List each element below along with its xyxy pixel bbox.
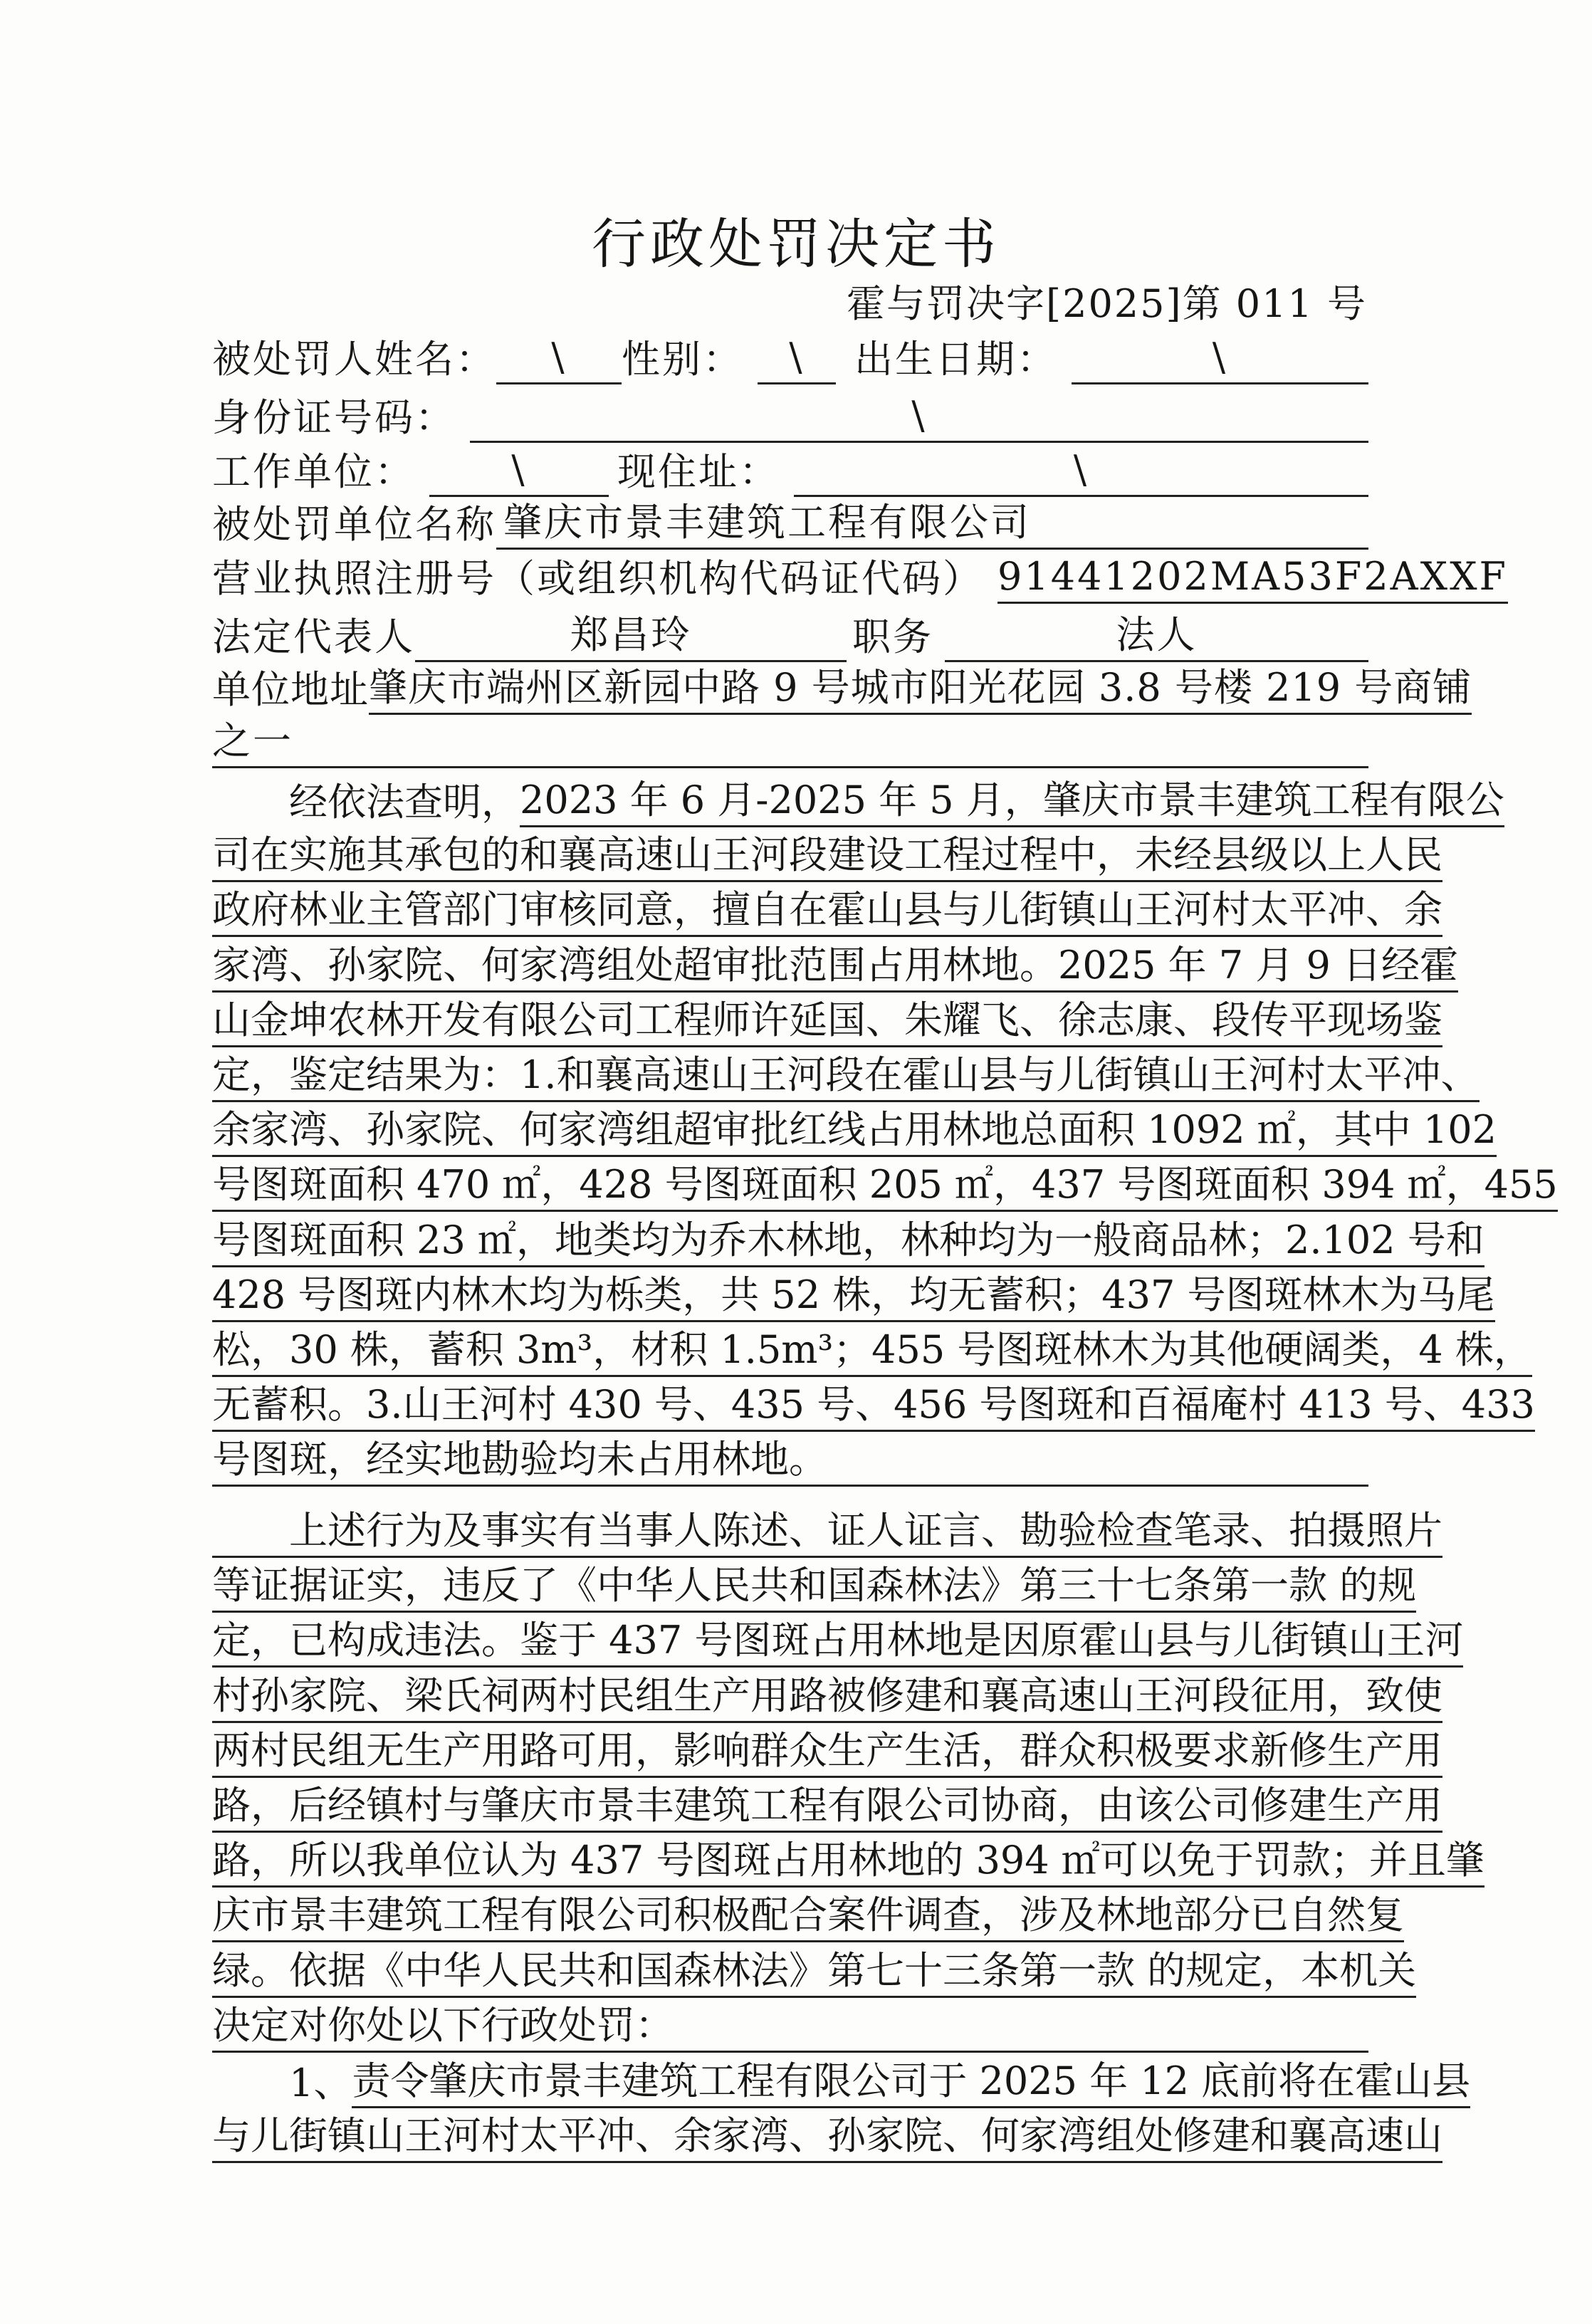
unit-label: 被处罚单位名称 bbox=[212, 502, 496, 547]
paragraph-line bbox=[212, 2054, 1471, 2108]
paragraph-text: 无蓄积。3.山王河村 430 号、435 号、456 号图斑和百福庵村 413 号、433 bbox=[212, 1380, 1535, 1432]
paragraph-line bbox=[212, 828, 1442, 882]
license-value: 91441202MA53F2AXXF bbox=[997, 552, 1508, 604]
birth-value: \ bbox=[1072, 333, 1368, 384]
paragraph-line bbox=[212, 1103, 1497, 1157]
unit-address-cont: 之一 bbox=[212, 716, 1368, 768]
row-representative bbox=[212, 608, 1368, 662]
license-label: 营业执照注册号（或组织机构代码证代码） bbox=[212, 556, 983, 601]
work-label: 工作单位： bbox=[212, 449, 415, 494]
paragraph-text: 2023 年 6 月-2025 年 5 月，肇庆市景丰建筑工程有限公 bbox=[520, 775, 1504, 827]
paragraph-line bbox=[212, 883, 1442, 937]
paragraph-text: 责令肇庆市景丰建筑工程有限公司于 2025 年 12 底前将在霍山县 bbox=[352, 2056, 1470, 2108]
paragraph-line bbox=[212, 2109, 1442, 2163]
row-work bbox=[212, 443, 1368, 497]
paragraph-line bbox=[212, 1669, 1442, 1723]
paragraph-line bbox=[212, 1268, 1495, 1322]
paragraph-text: 路，所以我单位认为 437 号图斑占用林地的 394 ㎡可以免于罚款；并且肇 bbox=[212, 1836, 1484, 1888]
paragraph-text: 两村民组无生产用路可用，影响群众生产生活，群众积极要求新修生产用 bbox=[212, 1726, 1442, 1778]
id-label: 身份证号码： bbox=[212, 395, 456, 440]
row-license bbox=[212, 550, 1509, 604]
post-value: 法人 bbox=[945, 610, 1368, 662]
id-value: \ bbox=[470, 391, 1368, 443]
birth-label: 出生日期： bbox=[854, 337, 1057, 382]
paragraph-text: 家湾、孙家院、何家湾组处超审批范围占用林地。2025 年 7 月 9 日经霍 bbox=[212, 941, 1458, 993]
paragraph-lead: 1、 bbox=[289, 2061, 352, 2105]
paragraph-text: 号图斑面积 23 ㎡，地类均为乔木林地，林种均为一般商品林；2.102 号和 bbox=[212, 1215, 1484, 1267]
paragraph-line bbox=[212, 938, 1458, 993]
row-person bbox=[212, 330, 1368, 384]
unit-address-label: 单位地址 bbox=[212, 667, 369, 712]
row-unit-address-cont bbox=[212, 714, 1368, 768]
paragraph-line bbox=[212, 993, 1442, 1047]
unit-address-value: 肇庆市端州区新园中路 9 号城市阳光花园 3.8 号楼 219 号商铺 bbox=[369, 663, 1472, 715]
paragraph-line bbox=[212, 1504, 1442, 1558]
gender-value: \ bbox=[758, 333, 836, 384]
paragraph-text: 路，后经镇村与肇庆市景丰建筑工程有限公司协商，由该公司修建生产用 bbox=[212, 1781, 1442, 1833]
row-unit-address bbox=[212, 661, 1472, 715]
paragraph-line bbox=[212, 1158, 1558, 1212]
row-id bbox=[212, 389, 1368, 443]
address-value: \ bbox=[794, 445, 1368, 497]
gender-label: 性别： bbox=[622, 337, 743, 382]
paragraph-text: 与儿街镇山王河村太平冲、余家湾、孙家院、何家湾组处修建和襄高速山 bbox=[212, 2111, 1442, 2163]
paragraph-line bbox=[212, 1999, 1368, 2053]
paragraph-text: 428 号图斑内林木均为栎类，共 52 株，均无蓄积；437 号图斑林木为马尾 bbox=[212, 1270, 1495, 1322]
paragraph-text: 定，鉴定结果为：1.和襄高速山王河段在霍山县与儿街镇山王河村太平冲、 bbox=[212, 1050, 1480, 1102]
rep-label: 法定代表人 bbox=[212, 614, 415, 659]
paragraph-text: 山金坤农林开发有限公司工程师许延国、朱耀飞、徐志康、段传平现场鉴 bbox=[212, 995, 1442, 1047]
paragraph-line bbox=[212, 1779, 1442, 1833]
document-number: 霍与罚决字[2025]第 011 号 bbox=[847, 281, 1367, 326]
paragraph-line bbox=[212, 1724, 1442, 1778]
paragraph-line bbox=[212, 1433, 1368, 1487]
paragraph-text: 司在实施其承包的和襄高速山王河段建设工程过程中，未经县级以上人民 bbox=[212, 830, 1442, 882]
paragraph-line bbox=[212, 1378, 1535, 1432]
work-value: \ bbox=[429, 445, 609, 497]
paragraph-text: 余家湾、孙家院、何家湾组超审批红线占用林地总面积 1092 ㎡，其中 102 bbox=[212, 1105, 1497, 1157]
paragraph-line bbox=[212, 1833, 1484, 1888]
document-title: 行政处罚决定书 bbox=[592, 212, 1000, 276]
paragraph-lead: 上述行为及事实有当事人陈述、证人证言、勘验检查笔录、拍摄照片 bbox=[212, 1506, 1442, 1558]
paragraph-text: 号图斑面积 470 ㎡，428 号图斑面积 205 ㎡，437 号图斑面积 394 ㎡，455 bbox=[212, 1160, 1558, 1212]
name-label: 被处罚人姓名： bbox=[212, 337, 496, 382]
paragraph-text: 政府林业主管部门审核同意，擅自在霍山县与儿街镇山王河村太平冲、余 bbox=[212, 885, 1442, 937]
address-label: 现住址： bbox=[617, 449, 780, 494]
paragraph-text: 松，30 株，蓄积 3m³，材积 1.5m³；455 号图斑林木为其他硬阔类，4 株， bbox=[212, 1325, 1532, 1377]
paragraph-line bbox=[212, 1213, 1484, 1267]
paragraph-text: 庆市景丰建筑工程有限公司积极配合案件调查，涉及林地部分已自然复 bbox=[212, 1890, 1404, 1942]
paragraph-line bbox=[212, 1944, 1417, 1998]
unit-value: 肇庆市景丰建筑工程有限公司 bbox=[496, 498, 1368, 550]
paragraph-line bbox=[212, 1559, 1417, 1613]
paragraph-lead: 经依法查明， bbox=[289, 780, 520, 825]
paragraph-text: 决定对你处以下行政处罚： bbox=[212, 2001, 1368, 2053]
paragraph-line bbox=[212, 1613, 1464, 1668]
paragraph-text: 绿。依据《中华人民共和国森林法》第七十三条第一款 的规定，本机关 bbox=[212, 1946, 1416, 1998]
paragraph-text: 村孙家院、梁氏祠两村民组生产用路被修建和襄高速山王河段征用，致使 bbox=[212, 1671, 1442, 1723]
name-value: \ bbox=[496, 333, 622, 384]
row-unit bbox=[212, 496, 1368, 550]
post-label: 职务 bbox=[852, 614, 933, 659]
paragraph-line bbox=[212, 1888, 1404, 1942]
rep-value: 郑昌玲 bbox=[415, 610, 847, 662]
paragraph-line bbox=[212, 1048, 1480, 1102]
paragraph-text: 定，已构成违法。鉴于 437 号图斑占用林地是因原霍山县与儿街镇山王河 bbox=[212, 1616, 1463, 1668]
paragraph-line bbox=[212, 1323, 1532, 1377]
paragraph-line bbox=[212, 773, 1504, 827]
paragraph-text: 号图斑，经实地勘验均未占用林地。 bbox=[212, 1435, 1368, 1487]
paragraph-text: 等证据证实，违反了《中华人民共和国森林法》第三十七条第一款 的规 bbox=[212, 1561, 1416, 1613]
